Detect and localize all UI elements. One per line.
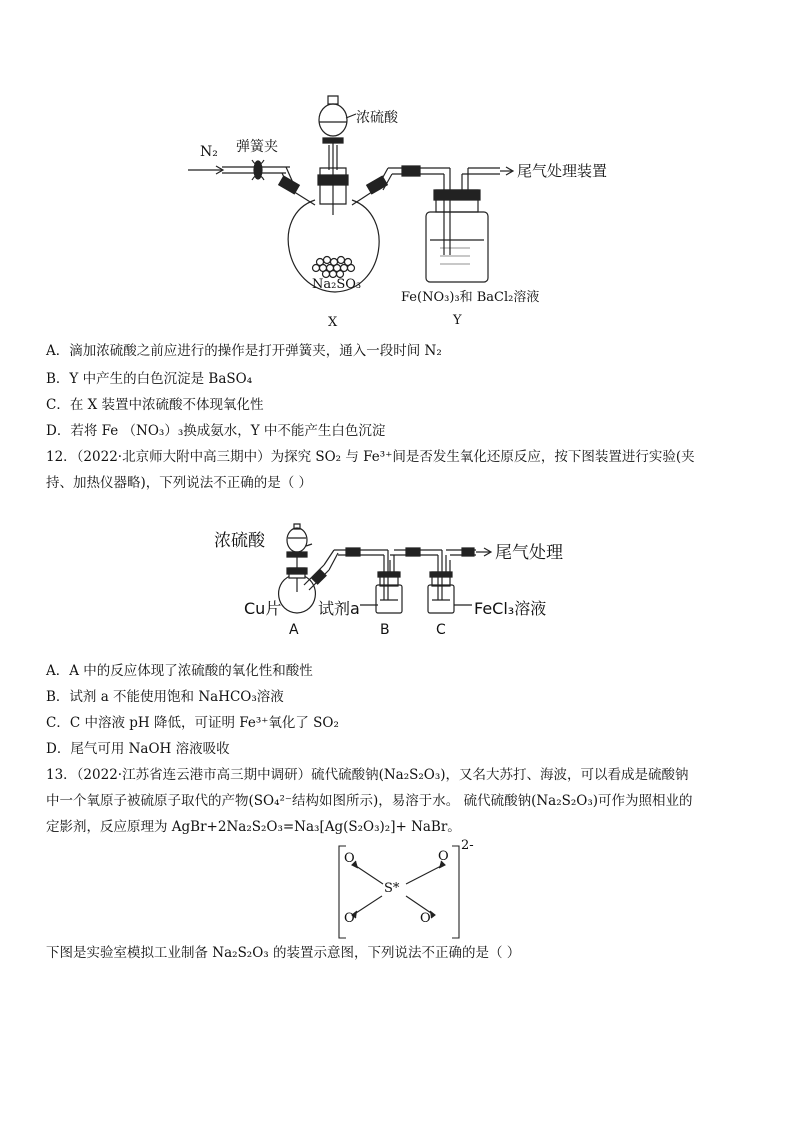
label-b: B <box>380 622 390 638</box>
q12-option-a: A．A 中的反应体现了浓硫酸的氧化性和酸性 <box>46 663 313 679</box>
n2-label: N₂ <box>200 144 218 160</box>
tail-gas-label: 尾气处理装置 <box>517 162 608 180</box>
charge-label: 2- <box>461 838 474 853</box>
q12-option-b: B．试剂 a 不能使用饱和 NaHCO₃溶液 <box>46 689 284 705</box>
q12-stem-line1: 12．（2022·北京师大附中高三期中）为探究 SO₂ 与 Fe³⁺间是否发生氧化还原反应，按下图装置进行实验(夹 <box>46 449 695 465</box>
label-a: A <box>289 622 299 638</box>
oxygen-top-left: O <box>344 851 355 866</box>
q13-line1: 13．（2022·江苏省连云港市高三期中调研）硫代硫酸钠(Na₂S₂O₃)，又名大苏打、海波，可以看成是硫酸钠 <box>46 767 689 783</box>
q12-option-d: D．尾气可用 NaOH 溶液吸收 <box>46 741 230 757</box>
y-solution-label: Fe(NO₃)₃和 BaCl₂溶液 <box>401 290 540 305</box>
oxygen-top-right: O <box>438 849 449 864</box>
y-label: Y <box>453 313 462 328</box>
reagent-a-label: 试剂a <box>318 599 360 618</box>
oxygen-bottom-right: O <box>420 911 431 926</box>
q12-stem-line2: 持、加热仪器略)，下列说法不正确的是（ ） <box>46 475 313 491</box>
tail-label: 尾气处理 <box>495 543 563 563</box>
q13-after-text: 下图是实验室模拟工业制备 Na₂S₂O₃ 的装置示意图，下列说法不正确的是（ ） <box>46 945 521 961</box>
oxygen-bottom-left: O <box>344 911 355 926</box>
q11-option-d: D．若将 Fe （NO₃）₃换成氨水，Y 中不能产生白色沉淀 <box>46 423 386 439</box>
fecl3-label: FeCl₃溶液 <box>474 599 547 618</box>
q13-line2: 中一个氧原子被硫原子取代的产物(SO₄²⁻结构如图所示)，易溶于水。 硫代硫酸钠(Na₂S₂O₃)可作为照相业的 <box>46 793 693 809</box>
q11-option-c: C．在 X 装置中浓硫酸不体现氧化性 <box>46 397 264 413</box>
conc-acid-label: 浓硫酸 <box>356 110 398 126</box>
q11-option-b: B．Y 中产生的白色沉淀是 BaSO₄ <box>46 371 253 387</box>
conc-acid-label-2: 浓硫酸 <box>214 531 265 551</box>
cu-label: Cu片 <box>244 599 282 618</box>
q13-line3: 定影剂，反应原理为 AgBr+2Na₂S₂O₃=Na₃[Ag(S₂O₃)₂]+ NaBr。 <box>46 819 461 835</box>
center-sulfur: S* <box>384 881 400 896</box>
q11-option-a: A．滴加浓硫酸之前应进行的操作是打开弹簧夹，通入一段时间 N₂ <box>46 343 442 359</box>
x-label: X <box>328 315 338 330</box>
spring-clip-label: 弹簧夹 <box>236 139 278 155</box>
label-c: C <box>436 622 446 638</box>
na2so3-label: Na₂SO₃ <box>312 277 362 292</box>
q12-option-c: C．C 中溶液 pH 降低，可证明 Fe³⁺氧化了 SO₂ <box>46 715 339 731</box>
